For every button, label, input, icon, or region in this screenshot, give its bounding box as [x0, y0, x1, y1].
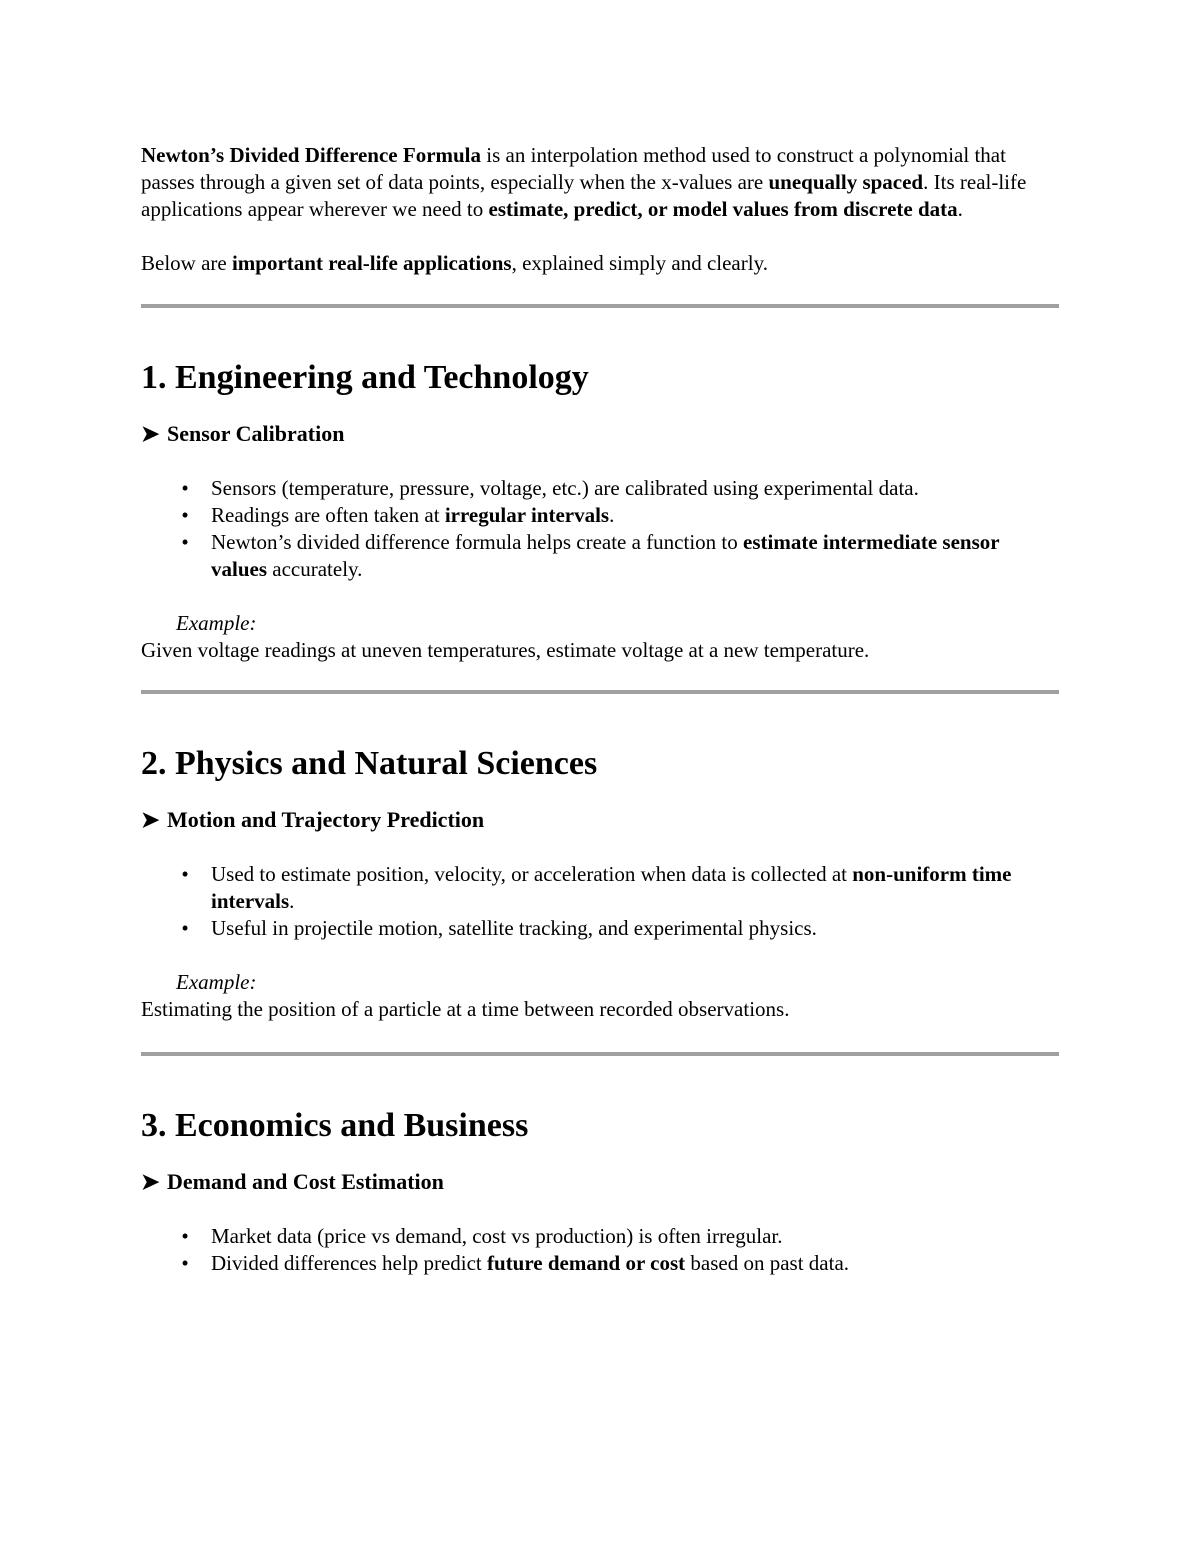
- list-item: • Used to estimate position, velocity, or acceleration when data is collected at non-uniform time intervals.: [211, 861, 1059, 915]
- section-heading: 2. Physics and Natural Sciences: [141, 745, 598, 782]
- section-heading: 1. Engineering and Technology: [141, 359, 589, 396]
- intro-paragraph: Newton’s Divided Difference Formula is an interpolation method used to construct a polynomial that passes through a given set of data points, especially when the x-values are unequally spaced. Its real-life applications appear wherever we need to estimate, predict, or model values from discrete data.: [141, 143, 1027, 221]
- section-heading: 3. Economics and Business: [141, 1107, 529, 1144]
- section-divider: [141, 1052, 1059, 1056]
- example-label: Example:: [176, 970, 257, 994]
- list-item: • Useful in projectile motion, satellite tracking, and experimental physics.: [211, 915, 1059, 942]
- list-item: • Market data (price vs demand, cost vs production) is often irregular.: [211, 1223, 1059, 1250]
- arrow-icon: ➤: [141, 421, 160, 446]
- section-subheading: ➤ Motion and Trajectory Prediction: [141, 807, 485, 832]
- example-text: Estimating the position of a particle at a time between recorded observations.: [141, 997, 790, 1021]
- section-divider: [141, 304, 1059, 308]
- list-item: • Readings are often taken at irregular intervals.: [211, 502, 1059, 529]
- bullet-icon: •: [181, 503, 189, 527]
- bullet-icon: •: [181, 916, 189, 940]
- section-subheading: ➤ Sensor Calibration: [141, 421, 345, 446]
- bullet-icon: •: [181, 862, 189, 886]
- bullet-icon: •: [181, 476, 189, 500]
- list-item: • Divided differences help predict future demand or cost based on past data.: [211, 1250, 1059, 1277]
- bullet-icon: •: [181, 1224, 189, 1248]
- arrow-icon: ➤: [141, 1169, 160, 1194]
- bullet-icon: •: [181, 1251, 189, 1275]
- example-text: Given voltage readings at uneven temperatures, estimate voltage at a new temperature.: [141, 638, 870, 662]
- section-subheading: ➤ Demand and Cost Estimation: [141, 1169, 444, 1194]
- arrow-icon: ➤: [141, 807, 160, 832]
- list-item: • Newton’s divided difference formula helps create a function to estimate intermediate sensor values accurately.: [211, 529, 1059, 583]
- intro-term: Newton’s Divided Difference Formula: [141, 143, 482, 167]
- document-page: [141, 140, 1059, 1277]
- summary-paragraph: Below are important real-life applications, explained simply and clearly.: [141, 251, 768, 275]
- bullet-list: [141, 475, 1059, 583]
- bullet-icon: •: [181, 530, 189, 554]
- section-divider: [141, 690, 1059, 694]
- bullet-list: [141, 1223, 1059, 1277]
- bullet-list: [141, 861, 1059, 942]
- list-item: • Sensors (temperature, pressure, voltage, etc.) are calibrated using experimental data.: [211, 475, 1059, 502]
- example-label: Example:: [176, 611, 257, 635]
